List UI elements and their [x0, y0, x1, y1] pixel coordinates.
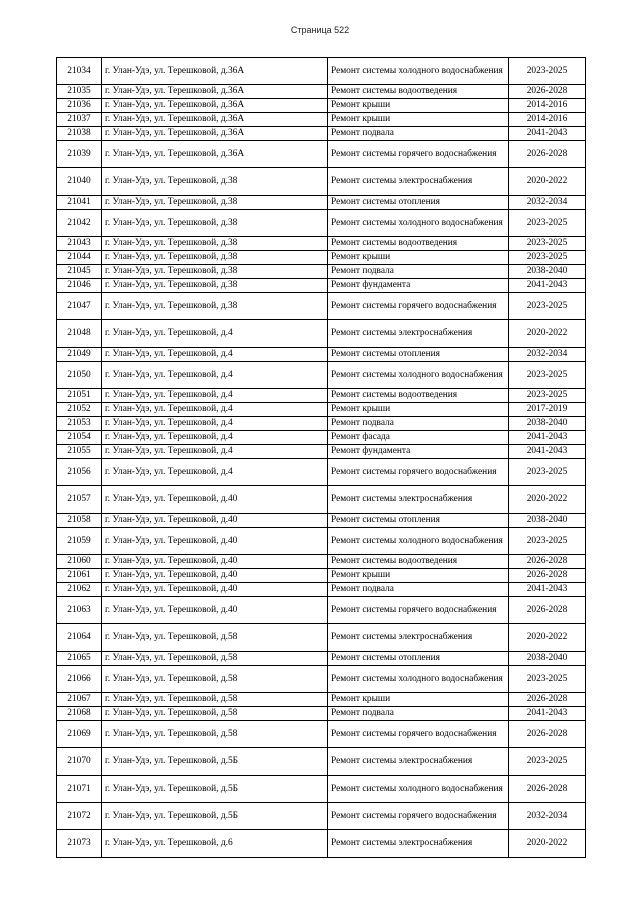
- row-work-type: Ремонт крыши: [328, 113, 509, 127]
- row-number: 21071: [57, 776, 102, 803]
- row-period: 2020-2022: [509, 830, 586, 858]
- row-work-type: Ремонт системы электроснабжения: [328, 486, 509, 514]
- table-row: [57, 803, 586, 830]
- table-row: [57, 113, 586, 127]
- row-address: г. Улан-Удэ, ул. Терешковой, д.36А: [102, 127, 328, 141]
- row-work-type: Ремонт системы горячего водоснабжения: [328, 597, 509, 624]
- row-work-type: Ремонт подвала: [328, 265, 509, 279]
- row-number: 21051: [57, 389, 102, 403]
- row-address: г. Улан-Удэ, ул. Терешковой, д.40: [102, 555, 328, 569]
- table-row: [57, 127, 586, 141]
- row-period: 2026-2028: [509, 721, 586, 748]
- table-row: [57, 403, 586, 417]
- row-number: 21068: [57, 707, 102, 721]
- row-number: 21041: [57, 196, 102, 210]
- row-work-type: Ремонт крыши: [328, 251, 509, 265]
- row-address: г. Улан-Удэ, ул. Терешковой, д.58: [102, 666, 328, 693]
- table-row: [57, 279, 586, 293]
- table-row: [57, 251, 586, 265]
- table-row: [57, 237, 586, 251]
- table-row: [57, 486, 586, 514]
- row-number: 21066: [57, 666, 102, 693]
- row-period: 2017-2019: [509, 403, 586, 417]
- row-period: 2020-2022: [509, 624, 586, 652]
- row-number: 21070: [57, 748, 102, 776]
- page-label: Страница 522: [290, 25, 350, 35]
- row-number: 21060: [57, 555, 102, 569]
- row-work-type: Ремонт системы отопления: [328, 348, 509, 362]
- row-work-type: Ремонт крыши: [328, 569, 509, 583]
- row-address: г. Улан-Удэ, ул. Терешковой, д.40: [102, 528, 328, 555]
- row-work-type: Ремонт системы отопления: [328, 196, 509, 210]
- row-number: 21059: [57, 528, 102, 555]
- row-address: г. Улан-Удэ, ул. Терешковой, д.4: [102, 445, 328, 459]
- row-address: г. Улан-Удэ, ул. Терешковой, д.36А: [102, 113, 328, 127]
- row-address: г. Улан-Удэ, ул. Терешковой, д.40: [102, 514, 328, 528]
- row-period: 2023-2025: [509, 237, 586, 251]
- row-number: 21063: [57, 597, 102, 624]
- table-row: [57, 748, 586, 776]
- row-period: 2023-2025: [509, 528, 586, 555]
- table-row: [57, 445, 586, 459]
- table-row: [57, 624, 586, 652]
- row-work-type: Ремонт системы горячего водоснабжения: [328, 293, 509, 320]
- table-row: [57, 583, 586, 597]
- row-number: 21035: [57, 85, 102, 99]
- row-work-type: Ремонт крыши: [328, 693, 509, 707]
- row-work-type: Ремонт системы холодного водоснабжения: [328, 210, 509, 237]
- row-work-type: Ремонт системы отопления: [328, 514, 509, 528]
- row-number: 21065: [57, 652, 102, 666]
- row-number: 21069: [57, 721, 102, 748]
- row-work-type: Ремонт подвала: [328, 417, 509, 431]
- row-address: г. Улан-Удэ, ул. Терешковой, д.58: [102, 624, 328, 652]
- row-address: г. Улан-Удэ, ул. Терешковой, д.36А: [102, 85, 328, 99]
- table-row: [57, 348, 586, 362]
- row-period: 2041-2043: [509, 431, 586, 445]
- row-number: 21067: [57, 693, 102, 707]
- row-number: 21048: [57, 320, 102, 348]
- row-period: 2020-2022: [509, 320, 586, 348]
- row-address: г. Улан-Удэ, ул. Терешковой, д.6: [102, 830, 328, 858]
- row-address: г. Улан-Удэ, ул. Терешковой, д.36А: [102, 58, 328, 85]
- row-number: 21043: [57, 237, 102, 251]
- row-period: 2026-2028: [509, 776, 586, 803]
- table-row: [57, 431, 586, 445]
- row-period: 2023-2025: [509, 58, 586, 85]
- row-work-type: Ремонт системы горячего водоснабжения: [328, 141, 509, 168]
- row-period: 2026-2028: [509, 141, 586, 168]
- row-address: г. Улан-Удэ, ул. Терешковой, д.40: [102, 583, 328, 597]
- table-row: [57, 514, 586, 528]
- table-row: [57, 141, 586, 168]
- table-row: [57, 293, 586, 320]
- row-period: 2032-2034: [509, 348, 586, 362]
- row-period: 2038-2040: [509, 514, 586, 528]
- row-number: 21055: [57, 445, 102, 459]
- row-number: 21049: [57, 348, 102, 362]
- row-address: г. Улан-Удэ, ул. Терешковой, д.4: [102, 417, 328, 431]
- row-address: г. Улан-Удэ, ул. Терешковой, д.38: [102, 279, 328, 293]
- table-row: [57, 85, 586, 99]
- row-number: 21073: [57, 830, 102, 858]
- row-number: 21037: [57, 113, 102, 127]
- table-body: [57, 58, 586, 858]
- row-work-type: Ремонт системы водоотведения: [328, 555, 509, 569]
- table-row: [57, 320, 586, 348]
- row-period: 2023-2025: [509, 210, 586, 237]
- row-work-type: Ремонт крыши: [328, 99, 509, 113]
- table-row: [57, 459, 586, 486]
- row-number: 21034: [57, 58, 102, 85]
- row-work-type: Ремонт системы холодного водоснабжения: [328, 776, 509, 803]
- row-address: г. Улан-Удэ, ул. Терешковой, д.40: [102, 569, 328, 583]
- row-address: г. Улан-Удэ, ул. Терешковой, д.4: [102, 320, 328, 348]
- row-work-type: Ремонт системы холодного водоснабжения: [328, 362, 509, 389]
- row-address: г. Улан-Удэ, ул. Терешковой, д.5Б: [102, 776, 328, 803]
- row-address: г. Улан-Удэ, ул. Терешковой, д.38: [102, 265, 328, 279]
- row-period: 2026-2028: [509, 555, 586, 569]
- row-work-type: Ремонт системы водоотведения: [328, 237, 509, 251]
- row-period: 2020-2022: [509, 168, 586, 196]
- table-row: [57, 555, 586, 569]
- row-number: 21058: [57, 514, 102, 528]
- row-period: 2023-2025: [509, 251, 586, 265]
- row-work-type: Ремонт системы электроснабжения: [328, 320, 509, 348]
- row-period: 2014-2016: [509, 113, 586, 127]
- row-period: 2032-2034: [509, 803, 586, 830]
- row-period: 2023-2025: [509, 389, 586, 403]
- table-row: [57, 168, 586, 196]
- table-row: [57, 597, 586, 624]
- row-period: 2020-2022: [509, 486, 586, 514]
- row-period: 2038-2040: [509, 417, 586, 431]
- row-work-type: Ремонт системы водоотведения: [328, 85, 509, 99]
- row-work-type: Ремонт системы электроснабжения: [328, 748, 509, 776]
- row-work-type: Ремонт системы холодного водоснабжения: [328, 528, 509, 555]
- row-period: 2038-2040: [509, 265, 586, 279]
- row-work-type: Ремонт подвала: [328, 583, 509, 597]
- table-row: [57, 721, 586, 748]
- table-row: [57, 830, 586, 858]
- row-address: г. Улан-Удэ, ул. Терешковой, д.40: [102, 486, 328, 514]
- row-number: 21039: [57, 141, 102, 168]
- row-work-type: Ремонт системы холодного водоснабжения: [328, 58, 509, 85]
- row-number: 21054: [57, 431, 102, 445]
- repair-schedule-table: [56, 57, 586, 858]
- row-work-type: Ремонт системы холодного водоснабжения: [328, 666, 509, 693]
- row-address: г. Улан-Удэ, ул. Терешковой, д.5Б: [102, 803, 328, 830]
- table-row: [57, 776, 586, 803]
- row-address: г. Улан-Удэ, ул. Терешковой, д.38: [102, 293, 328, 320]
- row-period: 2041-2043: [509, 445, 586, 459]
- row-work-type: Ремонт системы горячего водоснабжения: [328, 721, 509, 748]
- row-work-type: Ремонт системы горячего водоснабжения: [328, 459, 509, 486]
- row-period: 2026-2028: [509, 569, 586, 583]
- row-period: 2041-2043: [509, 707, 586, 721]
- row-period: 2038-2040: [509, 652, 586, 666]
- row-address: г. Улан-Удэ, ул. Терешковой, д.38: [102, 168, 328, 196]
- table-row: [57, 58, 586, 85]
- row-number: 21038: [57, 127, 102, 141]
- row-period: 2041-2043: [509, 127, 586, 141]
- table-row: [57, 210, 586, 237]
- row-work-type: Ремонт системы отопления: [328, 652, 509, 666]
- row-work-type: Ремонт системы электроснабжения: [328, 624, 509, 652]
- table-row: [57, 569, 586, 583]
- row-number: 21062: [57, 583, 102, 597]
- row-address: г. Улан-Удэ, ул. Терешковой, д.36А: [102, 99, 328, 113]
- table-row: [57, 652, 586, 666]
- row-number: 21052: [57, 403, 102, 417]
- row-address: г. Улан-Удэ, ул. Терешковой, д.5Б: [102, 748, 328, 776]
- row-number: 21045: [57, 265, 102, 279]
- row-number: 21056: [57, 459, 102, 486]
- row-address: г. Улан-Удэ, ул. Терешковой, д.38: [102, 196, 328, 210]
- row-work-type: Ремонт фундамента: [328, 279, 509, 293]
- row-address: г. Улан-Удэ, ул. Терешковой, д.4: [102, 389, 328, 403]
- row-address: г. Улан-Удэ, ул. Терешковой, д.40: [102, 597, 328, 624]
- table-row: [57, 265, 586, 279]
- row-address: г. Улан-Удэ, ул. Терешковой, д.4: [102, 403, 328, 417]
- row-number: 21046: [57, 279, 102, 293]
- row-period: 2023-2025: [509, 362, 586, 389]
- row-address: г. Улан-Удэ, ул. Терешковой, д.4: [102, 348, 328, 362]
- row-address: г. Улан-Удэ, ул. Терешковой, д.58: [102, 721, 328, 748]
- row-work-type: Ремонт подвала: [328, 707, 509, 721]
- row-number: 21057: [57, 486, 102, 514]
- row-address: г. Улан-Удэ, ул. Терешковой, д.58: [102, 707, 328, 721]
- table-row: [57, 666, 586, 693]
- row-address: г. Улан-Удэ, ул. Терешковой, д.36А: [102, 141, 328, 168]
- row-number: 21040: [57, 168, 102, 196]
- row-work-type: Ремонт фундамента: [328, 445, 509, 459]
- row-address: г. Улан-Удэ, ул. Терешковой, д.4: [102, 459, 328, 486]
- row-number: 21047: [57, 293, 102, 320]
- row-work-type: Ремонт системы горячего водоснабжения: [328, 803, 509, 830]
- table-row: [57, 196, 586, 210]
- row-number: 21072: [57, 803, 102, 830]
- row-number: 21053: [57, 417, 102, 431]
- row-number: 21064: [57, 624, 102, 652]
- row-address: г. Улан-Удэ, ул. Терешковой, д.38: [102, 237, 328, 251]
- row-period: 2023-2025: [509, 748, 586, 776]
- row-number: 21044: [57, 251, 102, 265]
- row-number: 21042: [57, 210, 102, 237]
- row-period: 2023-2025: [509, 666, 586, 693]
- row-period: 2041-2043: [509, 583, 586, 597]
- row-period: 2032-2034: [509, 196, 586, 210]
- row-number: 21061: [57, 569, 102, 583]
- row-period: 2014-2016: [509, 99, 586, 113]
- row-number: 21050: [57, 362, 102, 389]
- row-period: 2023-2025: [509, 459, 586, 486]
- row-address: г. Улан-Удэ, ул. Терешковой, д.58: [102, 652, 328, 666]
- table-row: [57, 528, 586, 555]
- table-row: [57, 417, 586, 431]
- row-period: 2023-2025: [509, 293, 586, 320]
- row-period: 2026-2028: [509, 597, 586, 624]
- row-work-type: Ремонт системы электроснабжения: [328, 830, 509, 858]
- table-row: [57, 707, 586, 721]
- row-work-type: Ремонт крыши: [328, 403, 509, 417]
- row-work-type: Ремонт системы водоотведения: [328, 389, 509, 403]
- table-row: [57, 389, 586, 403]
- row-work-type: Ремонт фасада: [328, 431, 509, 445]
- row-address: г. Улан-Удэ, ул. Терешковой, д.4: [102, 431, 328, 445]
- row-number: 21036: [57, 99, 102, 113]
- row-period: 2026-2028: [509, 85, 586, 99]
- row-address: г. Улан-Удэ, ул. Терешковой, д.38: [102, 210, 328, 237]
- row-address: г. Улан-Удэ, ул. Терешковой, д.4: [102, 362, 328, 389]
- row-work-type: Ремонт подвала: [328, 127, 509, 141]
- row-work-type: Ремонт системы электроснабжения: [328, 168, 509, 196]
- table-row: [57, 362, 586, 389]
- row-period: 2041-2043: [509, 279, 586, 293]
- row-address: г. Улан-Удэ, ул. Терешковой, д.58: [102, 693, 328, 707]
- table-row: [57, 99, 586, 113]
- row-period: 2026-2028: [509, 693, 586, 707]
- table-row: [57, 693, 586, 707]
- row-address: г. Улан-Удэ, ул. Терешковой, д.38: [102, 251, 328, 265]
